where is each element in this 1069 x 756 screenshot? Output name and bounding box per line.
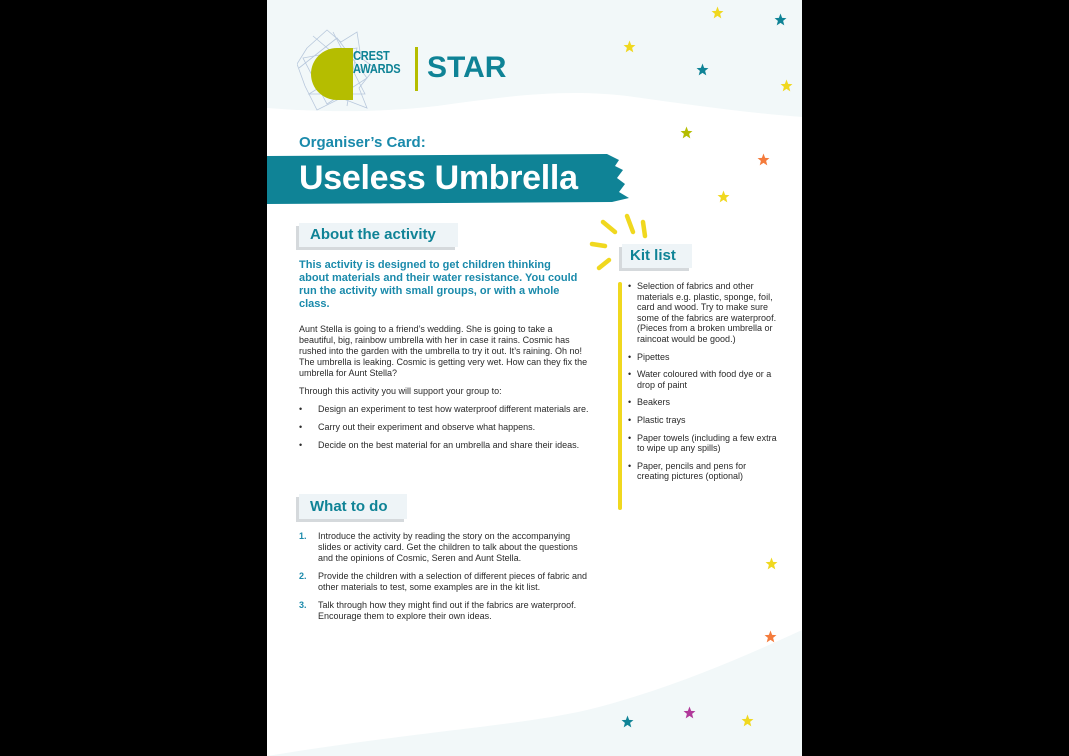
brand-line-2: AWARDS [353,61,401,76]
bullet-icon: • [628,369,632,380]
star-icon [711,6,724,19]
bullet-icon: • [628,432,632,443]
kit-item: • Beakers [628,397,671,408]
step-item: 1. Introduce the activity by reading the story on the accompanying slides or activity card. Get the children to talk about the questions and the opinions of Cosmic, Seren and Aunt Stella. [299,531,578,563]
page-title: Useless Umbrella [299,159,578,197]
bullet-icon: • [628,397,632,408]
brand-line-1: CREST [353,48,390,63]
star-icon [717,190,730,203]
list-item: • Decide on the best material for an umbrella and share their ideas. [299,440,580,450]
steps-list [299,531,589,629]
star-icon [696,63,709,76]
step-item: 2. Provide the children with a selection of different pieces of fabric and other materials to test, some examples are in the kit list. [299,571,587,592]
kit-item: • Water coloured with food dye or a drop of paint [628,369,772,390]
what-to-do-heading: What to do [299,494,407,519]
kit-item: • Plastic trays [628,414,686,425]
story-text: Aunt Stella is going to a friend’s wedding. She is going to take a beautiful, big, rainbow umbrella with her in case it rains. Cosmic has rushed into the garden with the umbrella to try it out. It’s raining. Oh no! The umbrella is leaking. Cosmic is getting very wet. How can they fix the umbrella for Aunt Stella? [299,324,588,378]
star-icon [623,40,636,53]
star-icon [621,715,634,728]
bullet-icon: • [628,351,632,362]
crest-awards-wordmark [353,49,400,75]
star-icon [683,706,696,719]
bullet-icon: • [628,281,632,291]
kit-list [628,281,778,489]
bullet-icon: • [299,440,303,450]
about-lead: This activity is designed to get children thinking about materials and their water resistance. You could run the activity with small groups, or with a whole class. [299,259,578,310]
star-icon [774,13,787,26]
award-level: STAR [427,51,507,84]
step-item: 3. Talk through how they might find out if the fabrics are waterproof. Encourage them to explore their own ideas. [299,600,577,621]
star-icon [741,714,754,727]
bullet-icon: • [628,460,632,471]
kit-item: • Selection of fabrics and other materials e.g. plastic, sponge, foil, card and wood. Try to make sure some of the fabrics are waterproof. (Pieces from a broken umbrella or raincoat would be good.) [628,281,777,344]
bullet-icon: • [299,422,303,432]
support-bullets [299,404,589,458]
star-icon [757,153,770,166]
star-icon [765,557,778,570]
card-subtitle: Organiser’s Card: [299,134,426,151]
kit-list-heading: Kit list [622,244,692,268]
bullet-icon: • [299,404,303,414]
support-intro: Through this activity you will support your group to: [299,386,502,396]
star-icon [680,126,693,139]
kit-item: • Pipettes [628,351,670,362]
about-heading: About the activity [299,223,458,247]
document-page [267,0,802,756]
star-icon [780,79,793,92]
kit-item: • Paper, pencils and pens for creating pictures (optional) [628,460,747,482]
list-item: • Carry out their experiment and observe what happens. [299,422,536,432]
list-item: • Design an experiment to test how waterproof different materials are. [299,404,589,414]
kit-item: • Paper towels (including a few extra to wipe up any spills) [628,432,777,454]
kit-list-accent-bar [618,282,622,510]
bullet-icon: • [628,414,632,425]
logo-divider [415,47,418,91]
star-icon [764,630,777,643]
